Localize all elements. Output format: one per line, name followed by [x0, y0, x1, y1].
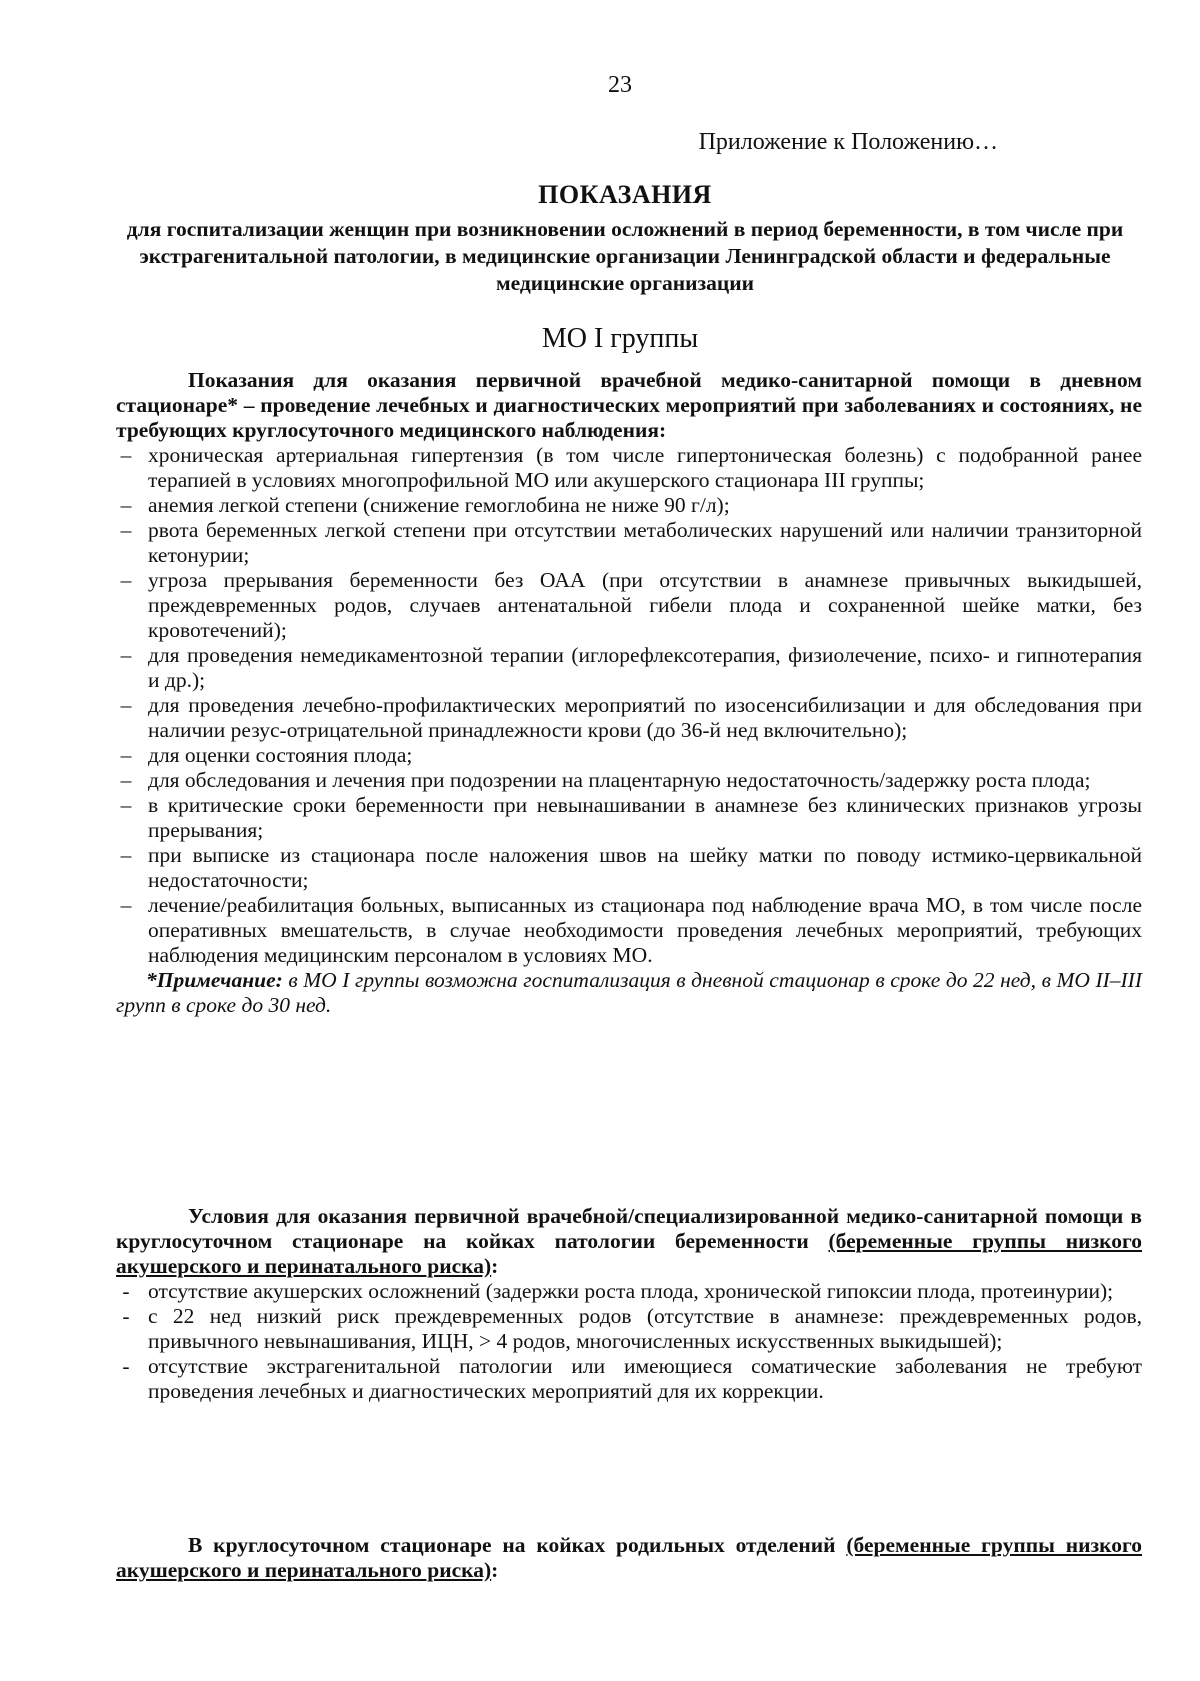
- list-item: [116, 893, 1142, 968]
- list-item: [116, 793, 1142, 843]
- dash-marker: -: [122, 1279, 130, 1303]
- section-day-hospital: [116, 368, 1142, 1018]
- document-title: ПОКАЗАНИЯ: [538, 180, 712, 209]
- document-subtitle: для госпитализации женщин при возникновении осложнений в период беременности, в том числе при экстрагенитальной патологии, в медицинские организации Ленинградской области и федеральные медицинские организации: [126, 217, 1124, 295]
- section-heading-suffix: :: [491, 1254, 499, 1278]
- list-item: [116, 768, 1142, 793]
- list-item-text: отсутствие акушерских осложнений (задержки роста плода, хронической гипоксии плода, протеинурии);: [148, 1279, 1114, 1303]
- appendix-label: Приложение к Положению…: [698, 129, 998, 155]
- title-block: [110, 180, 1140, 297]
- section-heading-underlined: (беременные группы низкого акушерского и перинатального риска): [116, 1229, 1142, 1278]
- list-item: [116, 843, 1142, 893]
- list-item-text: лечение/реабилитация больных, выписанных из стационара под наблюдение врача МО, в том числе после оперативных вмешательств, в случае необходимости проведения лечебных мероприятий, требующих наблюдения медицинским персоналом в условиях МО.: [148, 893, 1142, 967]
- page-number: 23: [608, 72, 632, 98]
- list-item: [116, 643, 1142, 693]
- list-item: [116, 493, 1142, 518]
- list-item-text: отсутствие экстрагенитальной патологии или имеющиеся соматические заболевания не требуют проведения лечебных и диагностических мероприятий для их коррекции.: [148, 1354, 1142, 1403]
- section-maternity-wards: [116, 1533, 1142, 1583]
- section-heading: [116, 1204, 1142, 1279]
- list-item-text: при выписке из стационара после наложения швов на шейку матки по поводу истмико-цервикальной недостаточности;: [148, 843, 1142, 892]
- dash-marker: –: [120, 493, 132, 517]
- list-item: [116, 1279, 1142, 1304]
- dash-marker: –: [120, 568, 132, 592]
- dash-marker: –: [120, 518, 132, 542]
- list-item-text: для обследования и лечения при подозрении на плацентарную недостаточность/задержку роста плода;: [148, 768, 1091, 792]
- list-item-text: с 22 нед низкий риск преждевременных родов (отсутствие в анамнезе: преждевременных родов, привычного невынашивания, ИЦН, > 4 родов, многочисленных искусственных выкидышей);: [148, 1304, 1142, 1353]
- section-heading-underlined: (беременные группы низкого акушерского и перинатального риска): [116, 1533, 1142, 1582]
- section-pregnancy-pathology: [116, 1204, 1142, 1404]
- list-item-text: рвота беременных легкой степени при отсутствии метаболических нарушений или наличии транзиторной кетонурии;: [148, 518, 1142, 567]
- list-item: [116, 1354, 1142, 1404]
- footnote: [116, 968, 1142, 1018]
- list-item-text: угроза прерывания беременности без ОАА (при отсутствии в анамнезе привычных выкидышей, преждевременных родов, случаев антенатальной гибели плода и сохраненной шейке матки, без кровотечений);: [148, 568, 1142, 642]
- list-item-text: для проведения лечебно-профилактических мероприятий по изосенсибилизации и для обследования при наличии резус-отрицательной принадлежности крови (до 36-й нед включительно);: [148, 693, 1142, 742]
- list-item: [116, 743, 1142, 768]
- dash-marker: -: [122, 1304, 130, 1328]
- group-heading: МО I группы: [541, 323, 699, 354]
- conditions-list: [116, 1279, 1142, 1404]
- dash-marker: –: [120, 793, 132, 817]
- section-heading: [116, 1533, 1142, 1583]
- list-item: [116, 568, 1142, 643]
- list-item: [116, 693, 1142, 743]
- list-item: [116, 518, 1142, 568]
- dash-marker: –: [120, 843, 132, 867]
- indications-list: [116, 443, 1142, 968]
- section-heading-text: В круглосуточном стационаре на койках родильных отделений: [188, 1533, 847, 1557]
- dash-marker: –: [120, 643, 132, 667]
- list-item: [116, 1304, 1142, 1354]
- list-item-text: в критические сроки беременности при невынашивании в анамнезе без клинических признаков угрозы прерывания;: [148, 793, 1142, 842]
- dash-marker: –: [120, 693, 132, 717]
- section-heading-suffix: :: [491, 1558, 499, 1582]
- dash-marker: –: [120, 893, 132, 917]
- dash-marker: –: [120, 443, 132, 467]
- dash-marker: –: [120, 768, 132, 792]
- list-item-text: хроническая артериальная гипертензия (в том числе гипертоническая болезнь) с подобранной ранее терапией в условиях многопрофильной МО или акушерского стационара III группы;: [148, 443, 1142, 492]
- list-item-text: для проведения немедикаментозной терапии (иглорефлексотерапия, физиолечение, психо- и гипнотерапия и др.);: [148, 643, 1142, 692]
- dash-marker: –: [120, 743, 132, 767]
- list-item-text: для оценки состояния плода;: [148, 743, 413, 767]
- section-heading: Показания для оказания первичной врачебной медико-санитарной помощи в дневном стационаре* – проведение лечебных и диагностических мероприятий при заболеваниях и состояниях, не требующих круглосуточного медицинского наблюдения:: [116, 368, 1142, 442]
- section-heading-text: Условия для оказания первичной врачебной/специализированной медико-санитарной помощи в круглосуточном стационаре на койках патологии беременности: [116, 1204, 1142, 1253]
- list-item: [116, 443, 1142, 493]
- list-item-text: анемия легкой степени (снижение гемоглобина не ниже 90 г/л);: [148, 493, 730, 517]
- footnote-label: *Примечание:: [146, 968, 283, 992]
- dash-marker: -: [122, 1354, 130, 1378]
- footnote-text: в МО I группы возможна госпитализация в дневной стационар в сроке до 22 нед, в МО II–III групп в сроке до 30 нед.: [116, 968, 1142, 1017]
